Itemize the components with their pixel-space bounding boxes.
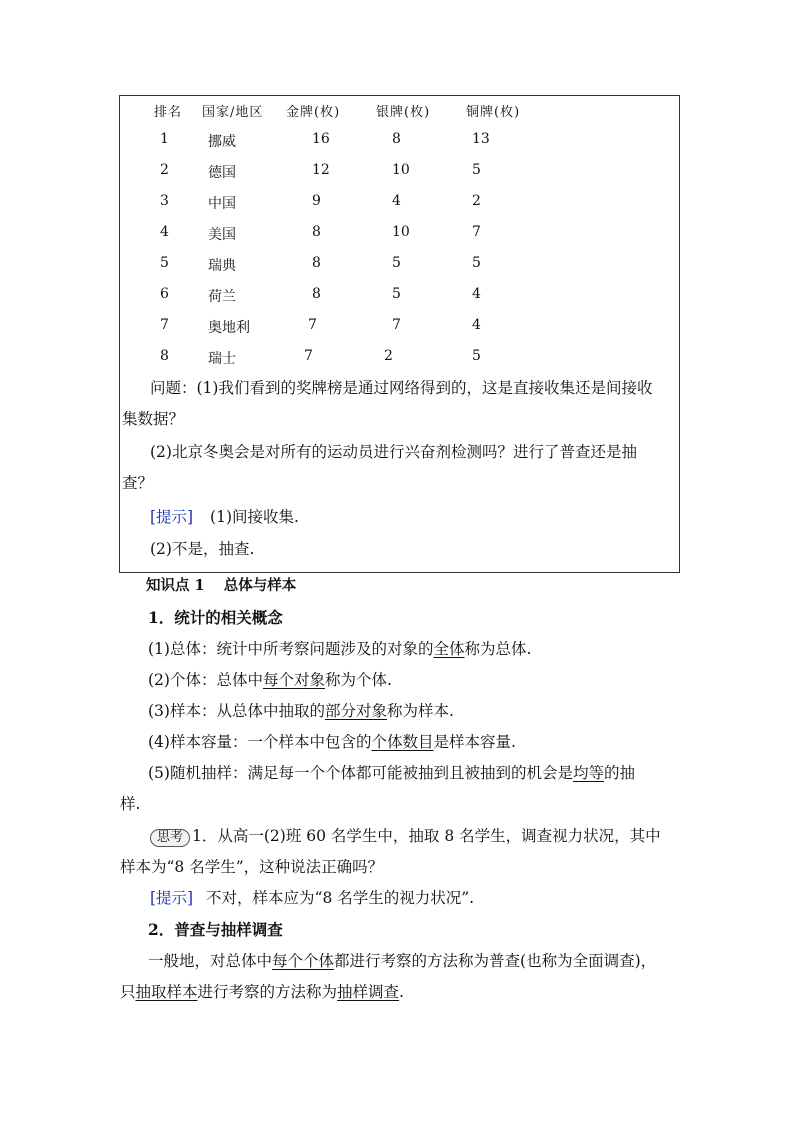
definition-key-term: 均等	[572, 764, 604, 782]
cell-country: 荷兰	[208, 289, 236, 305]
cell-rank: 1	[160, 131, 169, 147]
cell-gold: 9	[312, 193, 321, 209]
cell-rank: 3	[160, 193, 169, 209]
subsection-2-heading	[148, 917, 283, 943]
header-country: 国家/地区	[202, 105, 264, 120]
cell-rank: 4	[160, 224, 169, 240]
header-rank: 排名	[154, 105, 183, 120]
think-line2: 样本为“8 名学生”，这种说法正确吗？	[120, 858, 384, 876]
subsection-2-number: 2．	[148, 920, 175, 939]
cell-silver: 2	[384, 348, 393, 364]
sampling-survey-definition	[120, 979, 404, 1005]
cell-silver: 10	[392, 162, 410, 178]
think-badge: 思考	[150, 829, 190, 847]
table-header	[120, 101, 679, 123]
table-row	[120, 348, 679, 370]
cell-bronze: 5	[472, 348, 481, 364]
cell-gold: 12	[312, 162, 330, 178]
definition-text: (5)随机抽样：满足每一个个体都可能被抽到且被抽到的机会是	[148, 764, 573, 782]
cell-rank: 6	[160, 286, 169, 302]
subsection-1-heading	[148, 605, 283, 631]
cell-bronze: 7	[472, 224, 481, 240]
think-hint-label: [提示]	[150, 889, 194, 907]
cell-gold: 7	[304, 348, 313, 364]
table-row	[120, 224, 679, 246]
paragraph-text: 一般地，对总体中	[148, 952, 273, 970]
cell-bronze: 5	[472, 255, 481, 271]
medal-question-box	[119, 95, 680, 573]
cell-gold: 16	[312, 131, 330, 147]
definition-text: 称为个体.	[324, 671, 392, 689]
cell-silver: 7	[392, 317, 401, 333]
definition-population	[148, 636, 531, 662]
table-row	[120, 255, 679, 277]
key-term: 抽样调查	[337, 983, 400, 1001]
section-1-heading	[146, 573, 296, 599]
definition-random-sampling	[148, 760, 635, 786]
definition-text: (1)总体：统计中所考察问题涉及的对象的	[148, 640, 434, 658]
section-1-prefix: 知识点 1	[146, 577, 205, 594]
definition-text: 称为总体.	[464, 640, 532, 658]
cell-gold: 7	[308, 317, 317, 333]
key-term: 每个个体	[272, 952, 335, 970]
question-1-line2: 集数据？	[122, 410, 185, 428]
hint-label: [提示]	[150, 508, 194, 526]
key-term: 抽取样本	[135, 983, 198, 1001]
cell-country: 中国	[208, 196, 236, 212]
definition-key-term: 个体数目	[371, 733, 434, 751]
cell-gold: 8	[312, 255, 321, 271]
cell-bronze: 13	[472, 131, 490, 147]
definition-text: 是样本容量.	[433, 733, 516, 751]
definition-text: 称为样本.	[386, 702, 454, 720]
cell-rank: 7	[160, 317, 169, 333]
definition-individual	[148, 667, 392, 693]
cell-rank: 5	[160, 255, 169, 271]
definition-key-term: 每个对象	[262, 671, 325, 689]
cell-country: 德国	[208, 165, 236, 181]
cell-silver: 8	[392, 131, 401, 147]
definition-key-term: 全体	[433, 640, 465, 658]
definition-random-sampling-line2: 样.	[120, 795, 141, 813]
census-definition	[148, 948, 656, 974]
cell-country: 美国	[208, 227, 236, 243]
definition-text: (3)样本：从总体中抽取的	[148, 702, 325, 720]
cell-country: 瑞士	[208, 351, 236, 367]
hint-line-1	[150, 504, 299, 530]
question-2-line1: (2)北京冬奥会是对所有的运动员进行兴奋剂检测吗？进行了普查还是抽	[150, 443, 637, 461]
cell-bronze: 5	[472, 162, 481, 178]
paragraph-text: 只	[120, 983, 136, 1001]
think-hint	[150, 885, 474, 911]
cell-silver: 10	[392, 224, 410, 240]
cell-bronze: 2	[472, 193, 481, 209]
table-row	[120, 131, 679, 153]
cell-country: 瑞典	[208, 258, 236, 274]
think-hint-text: 不对，样本应为“8 名学生的视力状况”.	[206, 889, 475, 907]
cell-gold: 8	[312, 224, 321, 240]
question-2-line2: 查？	[122, 474, 154, 492]
cell-rank: 2	[160, 162, 169, 178]
cell-silver: 4	[392, 193, 401, 209]
think-line1	[150, 823, 661, 849]
table-row	[120, 286, 679, 308]
cell-bronze: 4	[472, 317, 481, 333]
cell-gold: 8	[312, 286, 321, 302]
subsection-1-number: 1．	[148, 608, 175, 627]
question-1-line1: 问题：(1)我们看到的奖牌榜是通过网络得到的，这是直接收集还是间接收	[150, 379, 653, 397]
cell-country: 奥地利	[208, 320, 250, 336]
table-row	[120, 162, 679, 184]
think-question: 1．从高一(2)班 60 名学生中，抽取 8 名学生，调查视力状况，其中	[192, 827, 661, 845]
hint-answer-2: (2)不是，抽查.	[150, 540, 255, 558]
definition-key-term: 部分对象	[324, 702, 387, 720]
header-gold: 金牌(枚)	[286, 105, 341, 120]
definition-text: (2)个体：总体中	[148, 671, 263, 689]
paragraph-text: 都进行考察的方法称为普查(也称为全面调查)，	[334, 952, 657, 970]
definition-text: 的抽	[603, 764, 635, 782]
paragraph-text: 进行考察的方法称为	[197, 983, 338, 1001]
definition-sample-size	[148, 729, 516, 755]
subsection-1-title: 统计的相关概念	[174, 608, 283, 627]
subsection-2-title: 普查与抽样调查	[174, 920, 283, 939]
cell-bronze: 4	[472, 286, 481, 302]
cell-silver: 5	[392, 286, 401, 302]
cell-rank: 8	[160, 348, 169, 364]
table-row	[120, 193, 679, 215]
section-1-title: 总体与样本	[223, 577, 297, 594]
table-row	[120, 317, 679, 339]
hint-answer-1: (1)间接收集.	[210, 508, 299, 526]
header-bronze: 铜牌(枚)	[466, 105, 521, 120]
paragraph-text: .	[399, 983, 404, 1001]
cell-silver: 5	[392, 255, 401, 271]
definition-sample	[148, 698, 454, 724]
cell-country: 挪威	[208, 134, 236, 150]
header-silver: 银牌(枚)	[376, 105, 431, 120]
definition-text: (4)样本容量：一个样本中包含的	[148, 733, 372, 751]
